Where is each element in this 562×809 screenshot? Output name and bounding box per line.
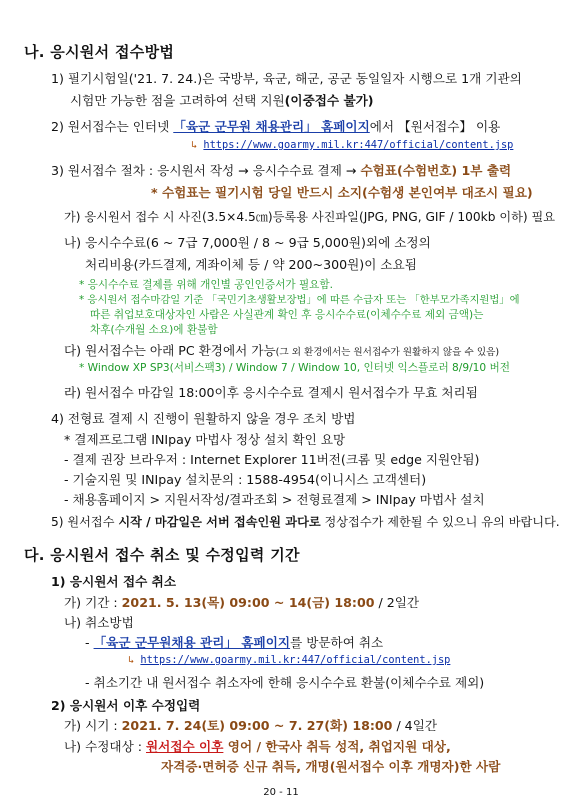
edit-target-after: 원서접수 이후 bbox=[146, 739, 224, 754]
item3-process: 3) 원서접수 절차 : 응시원서 작성 → 응시수수료 결제 → bbox=[51, 163, 361, 178]
edit-target-line2: 자격증·면허증 신규 취득, 개명(원서접수 이후 개명자)한 사람 bbox=[161, 759, 501, 774]
edit-period bbox=[64, 717, 437, 735]
sub-da-small: (그 외 환경에서는 원서접수가 원활하지 않을 수 있음) bbox=[275, 347, 500, 358]
sub-da-main: 다) 원서접수는 아래 PC 환경에서 가능 bbox=[64, 343, 276, 358]
cancel-method-line bbox=[85, 634, 383, 652]
edit-target-rest1: 영어 / 한국사 취득 성적, 취업지원 대상, bbox=[223, 739, 451, 754]
sub-na-note3: 따른 취업보호대상자인 사람은 사실관계 확인 후 응시수수료(이체수수료 제외 금액)는 bbox=[90, 309, 484, 321]
item3-line bbox=[51, 162, 511, 180]
cancel-refund: - 취소기간 내 원서접수 취소자에 한해 응시수수료 환불(이체수수료 제외) bbox=[85, 675, 485, 690]
cancel-method-dash: - bbox=[85, 635, 94, 650]
cancel-period-tail: / 2일간 bbox=[374, 595, 420, 610]
item1-duplicate-warning: (이중접수 불가) bbox=[284, 93, 374, 108]
edit-title: 2) 응시원서 이후 수정입력 bbox=[51, 698, 201, 713]
cancel-method-label: 나) 취소방법 bbox=[64, 615, 134, 630]
item5-suffix: 정상접수가 제한될 수 있으니 유의 바랍니다. bbox=[320, 515, 560, 529]
sub-ga-photo: 가) 응시원서 접수 시 사진(3.5×4.5㎝)등록용 사진파일(JPG, PNG, GIF / 100kb 이하) 필요 bbox=[64, 210, 556, 224]
item4-bullet2: - 결제 권장 브라우저 : Internet Explorer 11버전(크롬 및 edge 지원안됨) bbox=[64, 452, 480, 467]
item1-text: 시험만 가능한 점을 고려하여 선택 지원 bbox=[70, 93, 285, 108]
item2-suffix: 에서 【원서접수】 이용 bbox=[369, 119, 501, 134]
cancel-title: 1) 응시원서 접수 취소 bbox=[51, 574, 176, 589]
edit-period-label: 가) 시기 : bbox=[64, 718, 122, 733]
item4-bullet4: - 채용홈페이지 > 지원서작성/결과조회 > 전형료결제 > INIpay 마법사 설치 bbox=[64, 492, 485, 507]
sub-na-note4: 차후(수개월 소요)에 환불함 bbox=[90, 324, 218, 336]
cancel-period bbox=[64, 594, 419, 612]
section-title-application-method: 나. 응시원서 접수방법 bbox=[24, 43, 175, 61]
item5-warning: 시작 / 마감일은 서버 접속인원 과다로 bbox=[118, 515, 321, 529]
cancel-period-label: 가) 기간 : bbox=[64, 595, 122, 610]
army-recruit-homepage-link-2[interactable]: 「육군 군무원채용 관리」 홈페이지 bbox=[93, 635, 291, 650]
item4-bullet3: - 기술지원 및 INIpay 설치문의 : 1588-4954(이니시스 고객센터) bbox=[64, 472, 427, 487]
item2-prefix: 2) 원서접수는 인터넷 bbox=[51, 119, 174, 134]
item1-line1: 1) 필기시험일('21. 7. 24.)은 국방부, 육군, 해군, 공군 동일일자 시행으로 1개 기관의 bbox=[51, 71, 522, 86]
item5-prefix: 5) 원서접수 bbox=[51, 515, 119, 529]
item3-note: * 수험표는 필기시험 당일 반드시 소지(수험생 본인여부 대조시 필요) bbox=[151, 185, 533, 200]
page-number: 20 - 11 bbox=[263, 787, 299, 798]
return-arrow-icon: ↳ bbox=[191, 139, 198, 151]
edit-period-value: 2021. 7. 24(토) 09:00 ~ 7. 27(화) 18:00 bbox=[121, 718, 393, 733]
item4-title: 4) 전형료 결제 시 진행이 원활하지 않을 경우 조치 방법 bbox=[51, 411, 356, 426]
section-title-cancel-edit: 다. 응시원서 접수 취소 및 수정입력 기간 bbox=[24, 546, 300, 564]
edit-target-line1 bbox=[64, 738, 451, 756]
item3-print-ticket: 수험표(수험번호) 1부 출력 bbox=[360, 163, 512, 178]
cancel-url-link[interactable]: https://www.goarmy.mil.kr:447/official/content.jsp bbox=[140, 654, 451, 666]
item2-line bbox=[51, 118, 500, 136]
item1-line2 bbox=[70, 92, 374, 110]
cancel-period-value: 2021. 5. 13(목) 09:00 ~ 14(금) 18:00 bbox=[121, 595, 375, 610]
edit-period-tail: / 4일간 bbox=[392, 718, 438, 733]
army-recruit-homepage-link[interactable]: 「육군 군무원 채용관리」 홈페이지 bbox=[173, 119, 370, 134]
sub-na-line1: 나) 응시수수료(6 ~ 7급 7,000원 / 8 ~ 9급 5,000원)외에 소정의 bbox=[64, 235, 431, 250]
item2-url-line bbox=[191, 139, 513, 151]
item2-url-link[interactable]: https://www.goarmy.mil.kr:447/official/content.jsp bbox=[203, 139, 514, 151]
return-arrow-icon: ↳ bbox=[128, 654, 135, 666]
cancel-url-line bbox=[128, 654, 450, 666]
edit-target-label: 나) 수정대상 : bbox=[64, 739, 146, 754]
sub-na-line2: 처리비용(카드결제, 계좌이체 등 / 약 200~300원)이 소요됨 bbox=[85, 257, 417, 272]
cancel-method-suffix: 를 방문하여 취소 bbox=[290, 635, 384, 650]
sub-ra-line: 라) 원서접수 마감일 18:00이후 응시수수료 결제시 원서접수가 무효 처리됨 bbox=[64, 385, 478, 400]
item5-line bbox=[51, 513, 560, 531]
sub-da-line bbox=[64, 342, 499, 362]
item4-bullet1: * 결제프로그램 INIpay 마법사 정상 설치 확인 요망 bbox=[64, 432, 346, 447]
sub-na-note1: * 응시수수료 결제를 위해 개인별 공인인증서가 필요함. bbox=[79, 279, 334, 291]
sub-na-note2: * 응시원서 접수마감일 기준 「국민기초생활보장법」에 따른 수급자 또는 「한부모가족지원법」에 bbox=[79, 294, 520, 306]
sub-da-note: * Window XP SP3(서비스팩3) / Window 7 / Window 10, 인터넷 익스플로러 8/9/10 버전 bbox=[79, 362, 510, 374]
